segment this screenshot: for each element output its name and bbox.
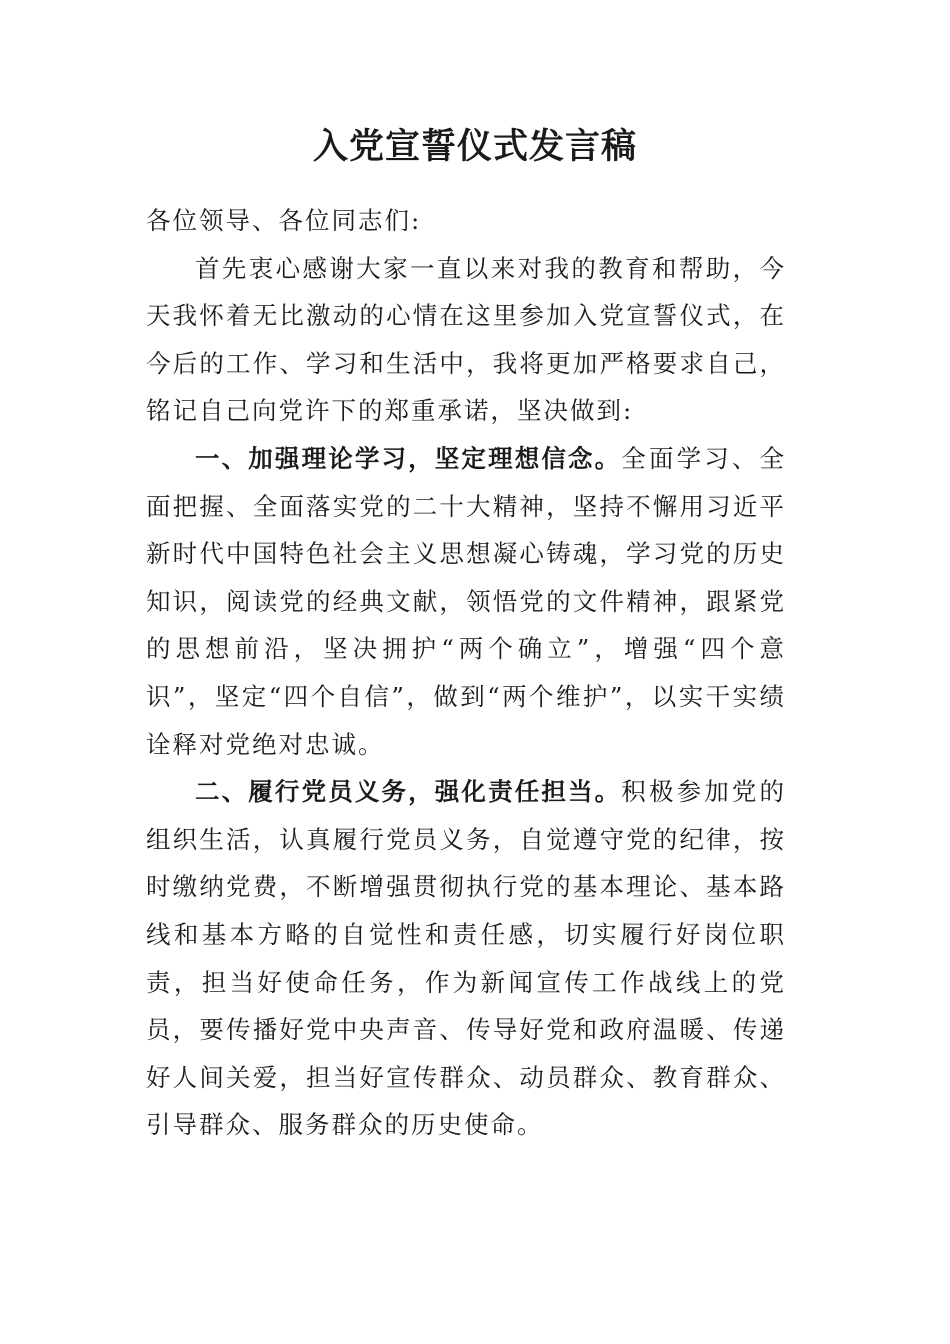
document-body <box>146 197 786 1149</box>
document-title: 入党宣誓仪式发言稿 <box>312 126 637 167</box>
section-body-1: 全面学习、全面把握、全面落实党的二十大精神，坚持不懈用习近平新时代中国特色社会主义思想凝心铸魂，学习党的历史知识，阅读党的经典文献，领悟党的文件精神，跟紧党的思想前沿，坚决拥护“两个确立”，增强“四个意识”，坚定“四个自信”，做到“两个维护”，以实干实绩诠释对党绝对忠诚。 <box>146 443 787 759</box>
section-heading-1: 一、加强理论学习，坚定理想信念。 <box>195 443 622 473</box>
section-heading-2: 二、履行党员义务，强化责任担当。 <box>195 777 622 807</box>
salutation: 各位领导、各位同志们: <box>146 206 422 235</box>
section-paragraph-2 <box>146 768 786 1149</box>
section-body-2: 积极参加党的组织生活，认真履行党员义务，自觉遵守党的纪律，按时缴纳党费，不断增强贯彻执行党的基本理论、基本路线和基本方略的自觉性和责任感，切实履行好岗位职责，担当好使命任务，作为新闻宣传工作战线上的党员，要传播好党中央声音、传导好党和政府温暖、传递好人间关爱，担当好宣传群众、动员群众、教育群众、引导群众、服务群众的历史使命。 <box>146 777 787 1140</box>
section-paragraph-1 <box>146 435 786 768</box>
intro-paragraph: 首先衷心感谢大家一直以来对我的教育和帮助，今天我怀着无比激动的心情在这里参加入党宣誓仪式，在今后的工作、学习和生活中，我将更加严格要求自己，铭记自己向党许下的郑重承诺，坚决做到: <box>146 253 786 426</box>
